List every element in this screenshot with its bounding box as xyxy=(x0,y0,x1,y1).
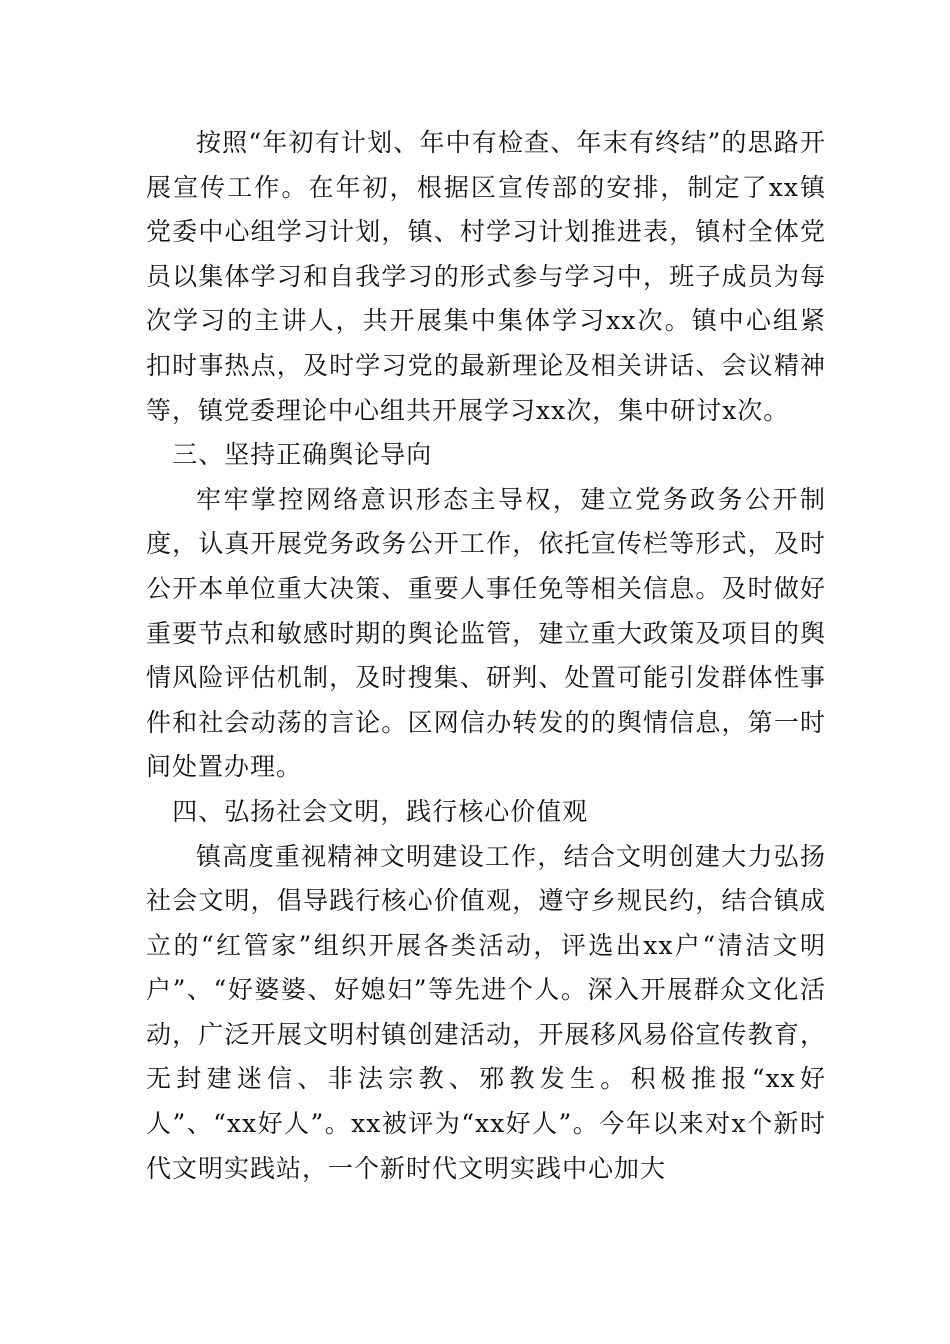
body-paragraph: 镇高度重视精神文明建设工作，结合文明创建大力弘扬社会文明，倡导践行核心价值观，遵守乡规民约，结合镇成立的“红管家”组织开展各类活动，评选出xx户“清洁文明户”、“好婆婆、好媳妇”等先进个人。深入开展群众文化活动，广泛开展文明村镇创建活动，开展移风易俗宣传教育，无封建迷信、非法宗教、邪教发生。积极推报“xx好人”、“xx好人”。xx被评为“xx好人”。今年以来对x个新时代文明实践站，一个新时代文明实践中心加大 xyxy=(146,841,826,1183)
section-heading: 三、坚持正确舆论导向 xyxy=(172,440,433,470)
document-body xyxy=(146,121,826,1191)
body-paragraph: 牢牢掌控网络意识形态主导权，建立党务政务公开制度，认真开展党务政务公开工作，依托宣传栏等形式，及时公开本单位重大决策、重要人事任免等相关信息。及时做好重要节点和敏感时期的舆论监管，建立重大政策及项目的舆情风险评估机制，及时搜集、研判、处置可能引发群体性事件和社会动荡的言论。区网信办转发的的舆情信息，第一时间处置办理。 xyxy=(146,484,826,782)
section-heading: 四、弘扬社会文明，践行核心价值观 xyxy=(172,796,589,826)
body-paragraph: 按照“年初有计划、年中有检查、年末有终结”的思路开展宣传工作。在年初，根据区宣传部的安排，制定了xx镇党委中心组学习计划，镇、村学习计划推进表，镇村全体党员以集体学习和自我学习的形式参与学习中，班子成员为每次学习的主讲人，共开展集中集体学习xx次。镇中心组紧扣时事热点，及时学习党的最新理论及相关讲话、会议精神等，镇党委理论中心组共开展学习xx次，集中研讨x次。 xyxy=(146,128,826,425)
